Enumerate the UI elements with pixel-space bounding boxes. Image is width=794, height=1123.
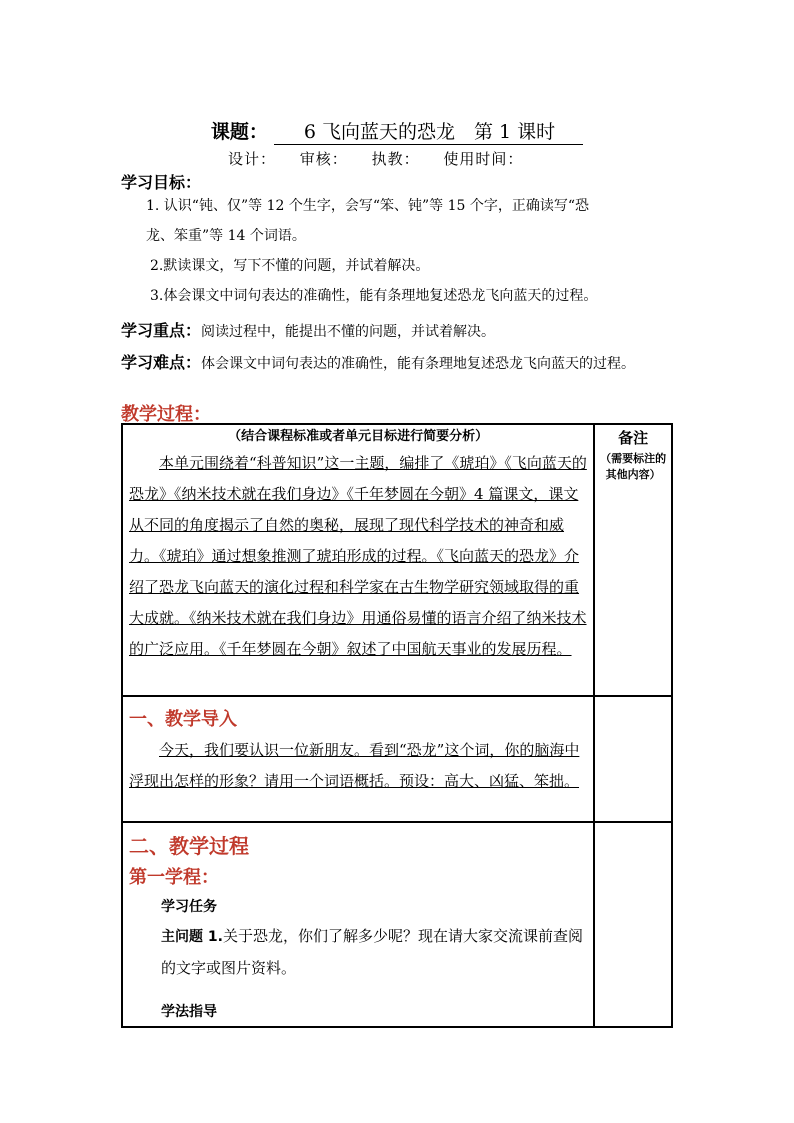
- intro-heading: 一、教学导入: [129, 709, 237, 730]
- lesson-title: [0, 117, 794, 145]
- analysis-cell: [122, 424, 594, 696]
- meta-date: 使用时间：: [443, 150, 524, 168]
- meta-teacher: 执教：: [371, 150, 420, 168]
- process-section-heading: 二、教学过程: [129, 834, 249, 858]
- meta-design: 设计：: [228, 150, 277, 168]
- meta-review: 审核：: [299, 150, 348, 168]
- title-label: 课题：: [210, 121, 268, 143]
- goal-2: 2.默读课文，写下不懂的问题，并试着解决。: [150, 258, 430, 274]
- intro-paragraph: 今天，我们要认识一位新朋友。看到“恐龙”这个词，你的脑海中浮现出怎样的形象？请用一个词语概括。预设：高大、凶猛、笨拙。: [129, 741, 580, 790]
- difficulty-text: 体会课文中词句表达的准确性，能有条理地复述恐龙飞向蓝天的过程。: [201, 356, 636, 372]
- question-1-text: 关于恐龙，你们了解多少呢？现在请大家交流课前查阅的文字或图片资料。: [161, 927, 583, 977]
- remark-note: （需要标注的其他内容）: [600, 452, 667, 481]
- difficulty-label: 学习难点：: [121, 353, 202, 372]
- method-label: 学法指导: [161, 1004, 217, 1020]
- remark-cell: [594, 424, 672, 696]
- analysis-paragraph: 本单元围绕着“科普知识”这一主题，编排了《琥珀》《飞向蓝天的恐龙》《纳米技术就在我们身边》《千年梦圆在今朝》4 篇课文，课文从不同的角度揭示了自然的奥秘，展现了现代科学技术的神奇和威力。《琥珀》通过想象推测了琥珀形成的过程。《飞向蓝天的恐龙》介绍了恐龙飞向蓝天的演化过程和科学家在古生物学研究领域取得的重大成就。《纳米技术就在我们身边》用通俗易懂的语言介绍了纳米技术的广泛应用。《千年梦圆在今朝》叙述了中国航天事业的发展历程。: [129, 454, 587, 658]
- difficulty-row: [121, 352, 681, 375]
- analysis-heading: （结合课程标准或者单元目标进行简要分析）: [228, 429, 489, 444]
- focus-text: 阅读过程中，能提出不懂的问题，并试着解决。: [201, 324, 496, 340]
- lesson-table: [121, 423, 673, 1028]
- goal-1-line-2: 龙、笨重”等 14 个词语。: [146, 228, 306, 244]
- goal-3: 3.体会课文中词句表达的准确性，能有条理地复述恐龙飞向蓝天的过程。: [150, 288, 598, 304]
- focus-label: 学习重点：: [121, 321, 202, 340]
- process-cell: [122, 822, 594, 1027]
- focus-row: [121, 316, 681, 347]
- process-remark-cell: [594, 822, 672, 1027]
- intro-cell: [122, 696, 594, 822]
- process-heading: 教学过程：: [121, 404, 211, 425]
- remark-heading: 备注: [618, 429, 649, 447]
- intro-text: [123, 735, 593, 797]
- title-text: 6 飞向蓝天的恐龙 第 1 课时: [274, 117, 583, 145]
- stage-1-heading: 第一学程：: [129, 867, 219, 888]
- analysis-text: [123, 448, 593, 665]
- meta-line: [228, 148, 541, 169]
- intro-remark-cell: [594, 696, 672, 822]
- question-1-label: 主问题 1.: [161, 929, 223, 945]
- question-1: [123, 921, 593, 984]
- goals-heading: 学习目标：: [121, 173, 202, 192]
- task-label: 学习任务: [161, 899, 217, 915]
- goal-1-line-1: 1. 认识“钝、仅”等 12 个生字，会写“笨、钝”等 15 个字，正确读写“恐: [146, 198, 590, 214]
